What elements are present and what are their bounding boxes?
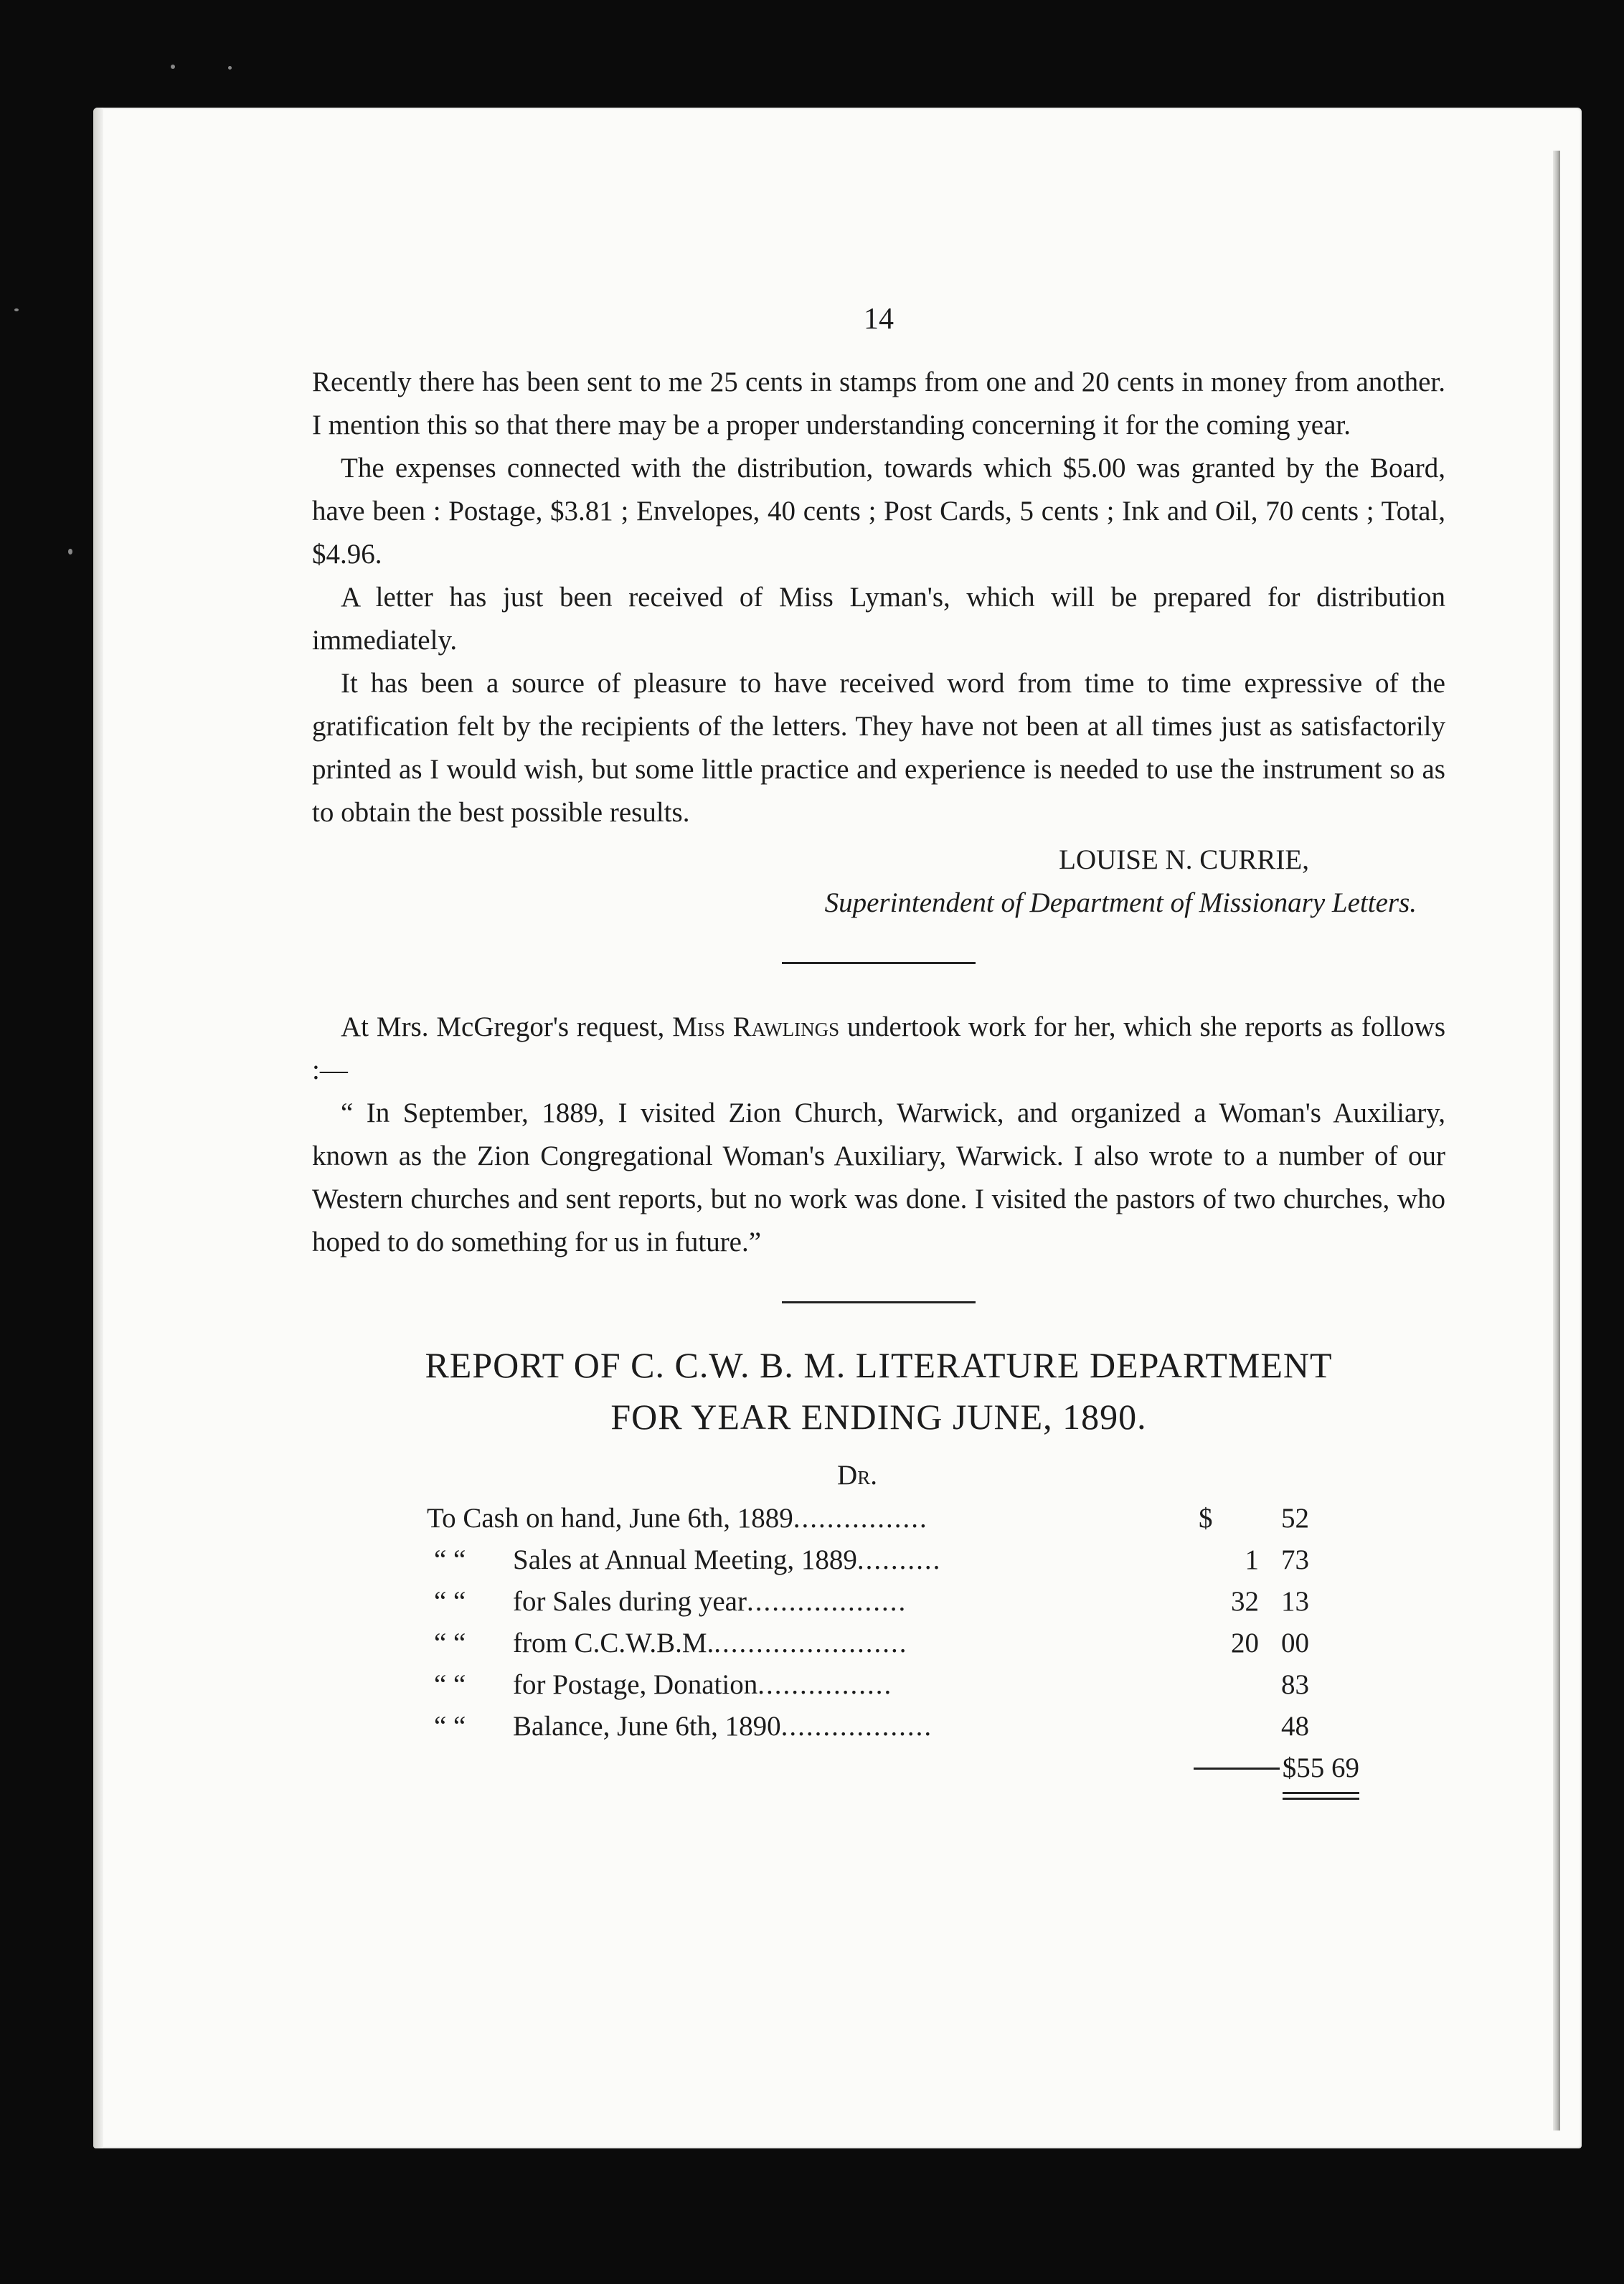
rawlings-name: Miss Rawlings xyxy=(672,1011,840,1042)
ledger-dollars: 32 xyxy=(1231,1586,1259,1617)
ledger-row xyxy=(427,1497,1309,1539)
ledger-cents: 73 xyxy=(1281,1544,1309,1575)
page-binding-edge xyxy=(1553,151,1560,2130)
ledger-cents: 48 xyxy=(1281,1711,1309,1742)
scan-speck xyxy=(171,65,175,69)
scan-speck xyxy=(68,549,72,555)
ledger-row xyxy=(427,1622,1309,1664)
paragraph-rawlings-quote: “ In September, 1889, I visited Zion Church, Warwick, and organized a Woman's Auxiliary, known as the Zion Congregational Woman's Auxiliary, Warwick. I also wrote to a number of our Western churches and sent reports, but no work was done. I visited the pastors of two churches, who hoped to do something for us in future.” xyxy=(312,1098,1445,1257)
ledger-description xyxy=(427,1497,1199,1540)
ledger-table xyxy=(427,1497,1309,1747)
ledger-total xyxy=(427,1747,1359,1800)
page-content xyxy=(312,298,1445,1800)
ledger-description xyxy=(513,1539,1199,1582)
ledger-row xyxy=(427,1705,1309,1747)
debit-label: Dr. xyxy=(837,1460,877,1491)
signature-name: LOUISE N. CURRIE, xyxy=(1059,844,1309,875)
ledger-text: To Cash on hand, June 6th, 1889 xyxy=(427,1503,793,1534)
report-heading-line2: FOR YEAR ENDING JUNE, 1890. xyxy=(610,1397,1147,1437)
ledger-dollars: 1 xyxy=(1245,1544,1259,1575)
ledger-ditto: “ “ xyxy=(434,1711,466,1742)
signature-title: Superintendent of Department of Missionary Letters. xyxy=(824,887,1417,918)
ledger-cents: 52 xyxy=(1281,1503,1309,1534)
section-divider xyxy=(782,962,976,964)
page-number: 14 xyxy=(864,303,894,336)
ledger-ditto: “ “ xyxy=(434,1586,466,1617)
paragraph-postage-note: Recently there has been sent to me 25 cents in stamps from one and 20 cents in money from another. I mention this so that there may be a proper understanding concerning it for the coming year. xyxy=(312,367,1445,440)
report-heading-line1: REPORT OF C. C.W. B. M. LITERATURE DEPARTMENT xyxy=(425,1345,1333,1385)
ledger-cents: 13 xyxy=(1281,1586,1309,1617)
total-amount: $55 69 xyxy=(1283,1747,1359,1800)
ledger-description xyxy=(513,1622,1199,1665)
ledger-description xyxy=(513,1580,1199,1623)
ledger-leader: ................ xyxy=(793,1503,928,1534)
scanned-page xyxy=(93,108,1582,2148)
rawlings-intro-after: undertook work for her, which she reports as follows :— xyxy=(312,1011,1446,1085)
ledger-description xyxy=(513,1664,1199,1707)
ledger-leader: .................. xyxy=(780,1711,933,1742)
ledger-leader: .......... xyxy=(856,1544,942,1575)
ledger-leader: ....................... xyxy=(714,1628,908,1658)
ledger-dollars: 20 xyxy=(1231,1628,1259,1658)
report-heading xyxy=(312,1339,1445,1443)
ledger-cents: 83 xyxy=(1281,1669,1309,1700)
scan-speck xyxy=(228,66,232,70)
page-left-edge xyxy=(93,108,103,2148)
ledger-row xyxy=(427,1539,1309,1580)
ledger-leader: ................... xyxy=(746,1586,907,1617)
ledger-ditto: “ “ xyxy=(434,1628,466,1658)
rawlings-intro-before: At Mrs. McGregor's request, xyxy=(341,1011,673,1042)
ledger-cents: 00 xyxy=(1281,1628,1309,1658)
ledger-ditto: “ “ xyxy=(434,1544,466,1575)
ledger-text: Balance, June 6th, 1890 xyxy=(513,1711,781,1742)
ledger-text: from C.C.W.B.M. xyxy=(513,1628,714,1658)
section-divider xyxy=(782,1301,976,1303)
ledger-ditto: “ “ xyxy=(434,1669,466,1700)
ledger-row xyxy=(427,1664,1309,1705)
scan-speck xyxy=(14,308,19,311)
signature-block xyxy=(312,839,1445,925)
total-dash xyxy=(1194,1768,1280,1770)
paragraph-lyman-letter: A letter has just been received of Miss Lyman's, which will be prepared for distribution immediately. xyxy=(312,582,1445,656)
paragraph-rawlings-intro xyxy=(312,1006,1445,1092)
ledger-row xyxy=(427,1580,1309,1622)
paragraph-expenses: The expenses connected with the distribution, towards which $5.00 was granted by the Board, have been : Postage, $3.81 ; Envelopes, 40 cents ; Post Cards, 5 cents ; Ink and Oil, 70 cents ; Total, $4.96. xyxy=(312,453,1445,570)
ledger-dollar-sign: $ xyxy=(1199,1503,1213,1534)
ledger-leader: ................ xyxy=(757,1669,893,1700)
ledger-text: for Postage, Donation xyxy=(513,1669,758,1700)
ledger-text: for Sales during year xyxy=(513,1586,747,1617)
ledger-description xyxy=(513,1705,1199,1748)
ledger-text: Sales at Annual Meeting, 1889 xyxy=(513,1544,857,1575)
paragraph-pleasure: It has been a source of pleasure to have received word from time to time expressive of the gratification felt by the recipients of the letters. They have not been at all times just as satisfactorily printed as I would wish, but some little practice and experience is needed to use the instrument so as to obtain the best possible results. xyxy=(312,668,1445,828)
